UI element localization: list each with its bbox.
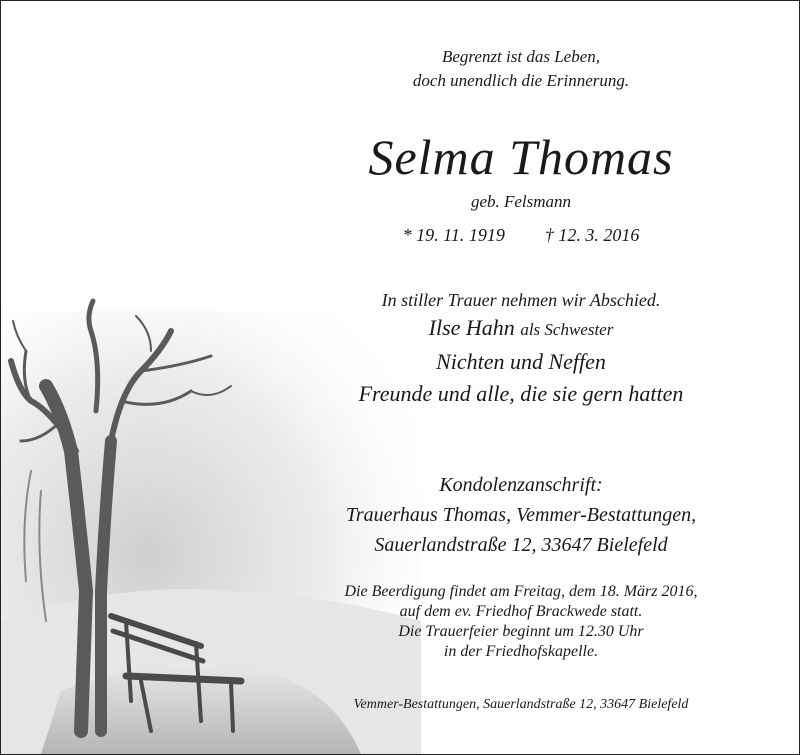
condolence-line-2: Sauerlandstraße 12, 33647 Bielefeld bbox=[374, 534, 668, 556]
survivor-nieces-nephews: Nichten und Neffen bbox=[436, 349, 606, 374]
life-dates bbox=[311, 223, 731, 247]
maiden-name: geb. Felsmann bbox=[470, 192, 572, 211]
funeral-line-2: auf dem ev. Friedhof Brackwede statt. bbox=[399, 603, 643, 620]
funeral-details bbox=[311, 582, 731, 662]
survivor-sister-name: Ilse Hahn bbox=[428, 315, 515, 340]
survivor-sister bbox=[311, 312, 731, 346]
death-date: † 12. 3. 2016 bbox=[544, 225, 640, 245]
mourning-intro: In stiller Trauer nehmen wir Abschied. bbox=[381, 290, 661, 310]
funeral-line-3: Die Trauerfeier beginnt um 12.30 Uhr bbox=[398, 623, 644, 640]
condolence-line-1: Trauerhaus Thomas, Vemmer-Bestattungen, bbox=[345, 504, 697, 526]
survivor-friends: Freunde und alle, die sie gern hatten bbox=[358, 381, 684, 406]
condolence-heading: Kondolenzanschrift: bbox=[439, 474, 603, 496]
funeral-line-1: Die Beerdigung findet am Freitag, dem 18. März 2016, bbox=[344, 583, 698, 600]
epitaph-quote bbox=[311, 45, 731, 93]
quote-line-1: Begrenzt ist das Leben, bbox=[441, 47, 601, 66]
condolence-address bbox=[311, 470, 731, 560]
survivor-sister-relation: als Schwester bbox=[520, 320, 614, 339]
mourners-block bbox=[311, 288, 731, 410]
undertaker-footer: Vemmer-Bestattungen, Sauerlandstraße 12, 33647 Bielefeld bbox=[353, 697, 689, 712]
birth-date: * 19. 11. 1919 bbox=[402, 225, 505, 245]
quote-line-2: doch unendlich die Erinnerung. bbox=[412, 71, 630, 90]
deceased-name: Selma Thomas bbox=[368, 129, 674, 185]
funeral-line-4: in der Friedhofskapelle. bbox=[443, 643, 599, 660]
